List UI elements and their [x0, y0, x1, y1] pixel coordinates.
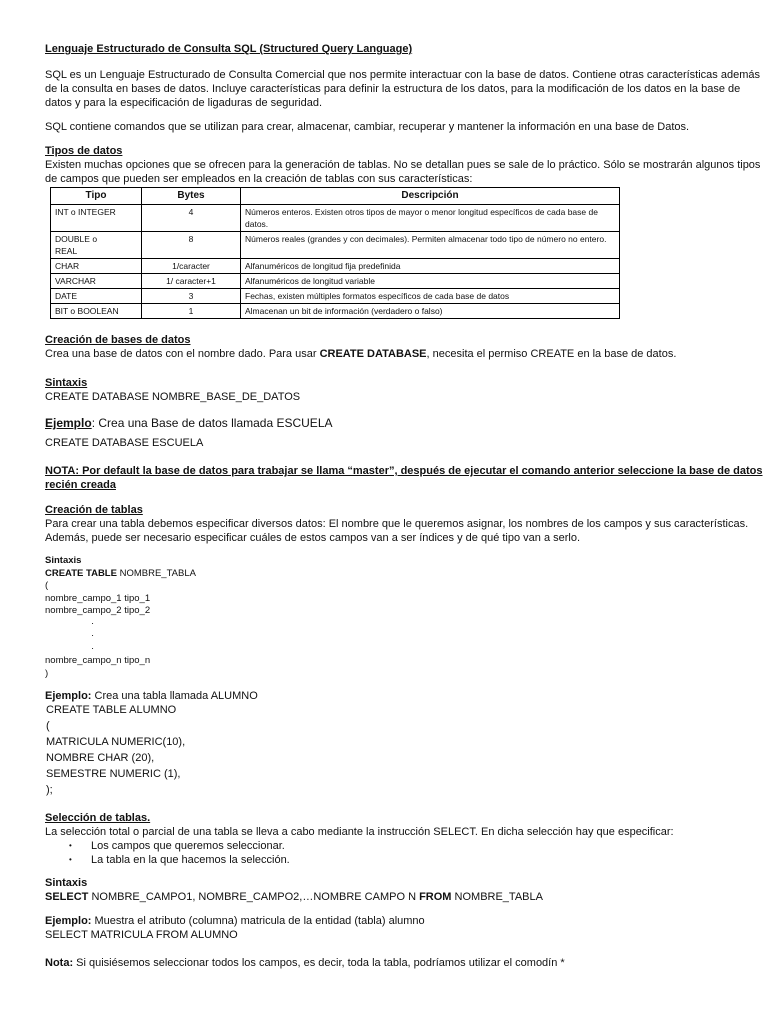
- nota-line: recién creada: [45, 479, 116, 491]
- creacion-tablas-heading: Creación de tablas: [45, 504, 143, 516]
- code-line: CREATE TABLE ALUMNO: [46, 704, 177, 716]
- cell-tipo: DATE: [51, 289, 142, 304]
- intro2-paragraph: SQL contiene comandos que se utilizan para crear, almacenar, cambiar, recuperar y mantener la información en una base de Datos.: [45, 121, 690, 133]
- cell-bytes: 4: [142, 205, 241, 232]
- cell-bytes: 1/ caracter+1: [142, 274, 241, 289]
- table-row: [51, 205, 620, 232]
- column-header-descripcion: Descripción: [241, 188, 620, 205]
- cell-descripcion: Números reales (grandes y con decimales). Permiten almacenar todo tipo de número no entero.: [241, 232, 620, 259]
- ejemplo-text: Crea una tabla llamada ALUMNO: [91, 690, 258, 702]
- create-database-keyword: CREATE DATABASE: [319, 348, 427, 360]
- create-table-name: NOMBRE_TABLA: [116, 567, 196, 579]
- ejemplo-line: [45, 416, 725, 430]
- creacion-tablas-line: Para crear una tabla debemos especificar diversos datos: El nombre que le queremos asignar, los nombres de los campos y sus características.: [45, 518, 749, 530]
- cell-descripcion: Alfanuméricos de longitud variable: [241, 274, 620, 289]
- cell-bytes: 1/caracter: [142, 259, 241, 274]
- tipos-line: de campos que pueden ser empleados en la creación de tablas con sus características:: [45, 173, 473, 185]
- nota-label: Nota:: [45, 957, 74, 969]
- table-row: [51, 289, 620, 304]
- close-paren: ): [45, 667, 49, 679]
- code-line: NOMBRE CHAR (20),: [46, 752, 155, 764]
- column-header-bytes: Bytes: [142, 188, 241, 205]
- code-line: );: [46, 784, 53, 796]
- cell-descripcion: Fechas, existen múltiples formatos específicos de cada base de datos: [241, 289, 620, 304]
- campo-line: nombre_campo_n tipo_n: [45, 655, 151, 666]
- intro-line: SQL es un Lenguaje Estructurado de Consulta Comercial que nos permite interactuar con la base de datos. Contiene otras características además: [45, 69, 760, 81]
- column-header-tipo: Tipo: [51, 188, 142, 205]
- sintaxis-label: Sintaxis: [45, 555, 82, 566]
- seleccion-text: La selección total o parcial de una tabla se lleva a cabo mediante la instrucción SELECT. En dicha selección hay que especificar:: [45, 826, 674, 838]
- table-row: [51, 232, 620, 259]
- ejemplo-label: Ejemplo:: [45, 690, 92, 702]
- cell-tipo: BIT o BOOLEAN: [51, 304, 142, 319]
- cell-bytes: 8: [142, 232, 241, 259]
- code-line: (: [46, 720, 50, 732]
- cell-tipo: INT o INTEGER: [51, 205, 142, 232]
- cell-bytes: 1: [142, 304, 241, 319]
- cell-descripcion: Almacenan un bit de información (verdadero o falso): [241, 304, 620, 319]
- sintaxis-label: Sintaxis: [45, 377, 88, 389]
- ejemplo-code: CREATE DATABASE ESCUELA: [45, 437, 204, 449]
- table-row: [51, 274, 620, 289]
- nota-master: [45, 464, 763, 492]
- select-example-code: SELECT MATRICULA FROM ALUMNO: [45, 929, 238, 941]
- create-table-keyword: CREATE TABLE: [45, 567, 117, 579]
- document-page: [45, 38, 763, 970]
- from-keyword: FROM: [419, 891, 452, 903]
- table-header-row: [51, 188, 620, 205]
- ejemplo-label: Ejemplo: [45, 416, 92, 430]
- sintaxis-label: Sintaxis: [45, 877, 88, 889]
- creacion-bd-heading: Creación de bases de datos: [45, 334, 191, 346]
- ejemplo-label: Ejemplo:: [45, 915, 92, 927]
- document-title: Lenguaje Estructurado de Consulta SQL (Structured Query Language): [45, 43, 413, 55]
- list-item: • Los campos que queremos seleccionar.: [69, 839, 725, 853]
- campo-line: nombre_campo_1 tipo_1: [45, 592, 151, 604]
- select-syntax: [45, 890, 725, 904]
- table-row: [51, 259, 620, 274]
- cell-tipo: DOUBLE o REAL: [51, 232, 142, 259]
- creacion-bd-text-pre: Crea una base de datos con el nombre dado. Para usar: [45, 348, 320, 360]
- campo-line: nombre_campo_2 tipo_2: [45, 605, 151, 616]
- seleccion-heading: Selección de tablas.: [45, 812, 151, 824]
- nota-line: NOTA: Por default la base de datos para trabajar se llama “master”, después de ejecutar el comando anterior seleccione la base de datos: [45, 465, 763, 477]
- data-types-table: [50, 187, 620, 319]
- nota-comodin: [45, 956, 725, 970]
- cell-descripcion: Números enteros. Existen otros tipos de mayor o menor longitud específicos de cada base de datos.: [241, 205, 620, 232]
- code-line: SEMESTRE NUMERIC (1),: [46, 768, 181, 780]
- code-line: MATRICULA NUMERIC(10),: [46, 736, 186, 748]
- nota-text: Si quisiésemos seleccionar todos los campos, es decir, toda la tabla, podríamos utilizar el comodín *: [73, 957, 565, 969]
- create-table-syntax: [45, 555, 725, 680]
- ejemplo-line: [45, 689, 725, 703]
- ejemplo-text: Muestra el atributo (columna) matricula de la entidad (tabla) alumno: [91, 915, 425, 927]
- select-keyword: SELECT: [45, 891, 89, 903]
- ejemplo-text: : Crea una Base de datos llamada ESCUELA: [91, 416, 333, 430]
- intro-line: de la consulta en bases de datos. Incluye características para definir la estructura de los datos, para la modificación de los datos en la base de: [45, 83, 741, 95]
- open-paren: (: [45, 580, 49, 591]
- create-table-line: [45, 568, 725, 581]
- creacion-bd-text-post: , necesita el permiso CREATE en la base de datos.: [426, 348, 677, 360]
- ellipsis-dot: ·: [91, 642, 95, 654]
- table-row: [51, 304, 620, 319]
- intro-line: datos y para la especificación de ligaduras de seguridad.: [45, 97, 323, 109]
- create-alumno-code: [45, 703, 725, 797]
- ejemplo-line: [45, 914, 725, 928]
- ellipsis-dot: ·: [91, 630, 95, 641]
- cell-bytes: 3: [142, 289, 241, 304]
- cell-tipo: CHAR: [51, 259, 142, 274]
- creacion-tablas-line: Además, puede ser necesario especificar cuáles de estos campos van a ser índices y de qué tipo van a serlo.: [45, 532, 581, 544]
- seleccion-bullets: [45, 839, 725, 867]
- sintaxis-code: CREATE DATABASE NOMBRE_BASE_DE_DATOS: [45, 391, 301, 403]
- select-table: NOMBRE_TABLA: [451, 891, 543, 903]
- creacion-bd-text: [45, 347, 725, 361]
- tipos-heading: Tipos de datos: [45, 145, 123, 157]
- ellipsis-dot: ·: [91, 617, 95, 629]
- cell-descripcion: Alfanuméricos de longitud fija predefinida: [241, 259, 620, 274]
- list-item: • La tabla en la que hacemos la selección.: [69, 853, 725, 867]
- tipos-line: Existen muchas opciones que se ofrecen para la generación de tablas. No se detallan pues se sale de lo práctico. Sólo se mostrarán algunos tipos: [45, 159, 761, 171]
- intro-paragraph: [45, 68, 760, 110]
- cell-tipo: VARCHAR: [51, 274, 142, 289]
- select-fields: NOMBRE_CAMPO1, NOMBRE_CAMPO2,…NOMBRE CAMPO N: [88, 891, 420, 903]
